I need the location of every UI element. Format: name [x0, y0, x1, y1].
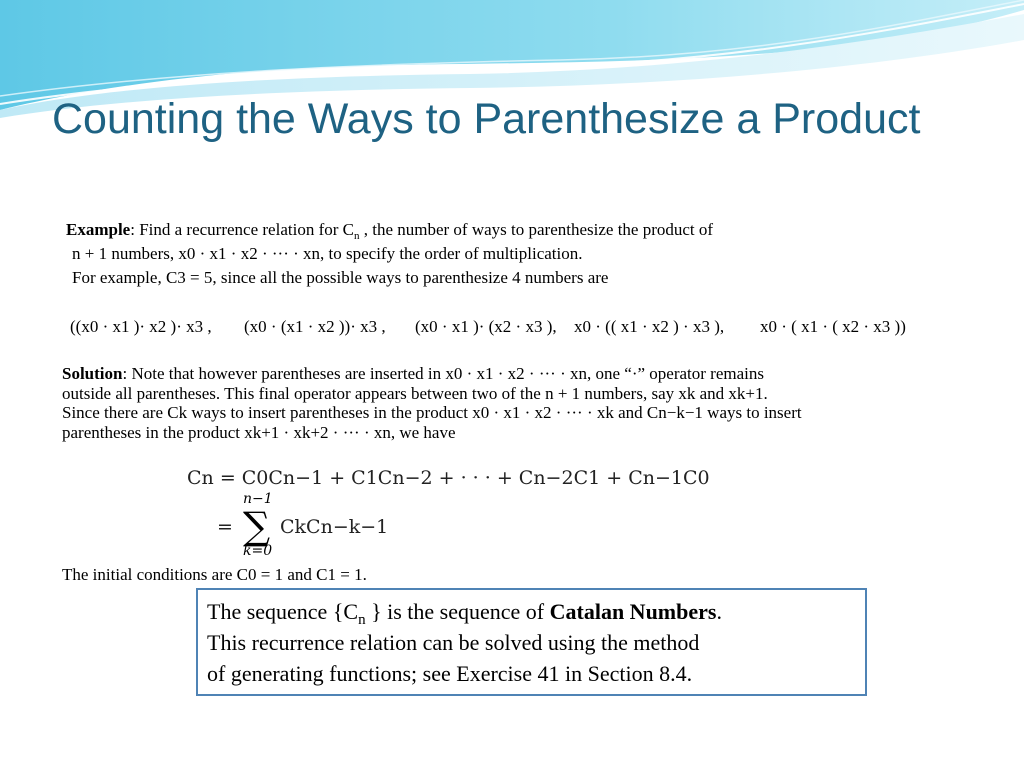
sigma-upper-limit: n−1 — [243, 491, 273, 507]
callout-line-1 — [207, 596, 857, 627]
example-sub: n — [353, 230, 360, 242]
solution-text-1: : Note that however parentheses are inserted in x0 · x1 · x2 · ··· · xn, one “·” operator remains — [122, 364, 764, 383]
formula-line-1: Cn = C0Cn−1 + C1Cn−2 + · · · + Cn−2C1 + Cn−1C0 — [187, 467, 710, 489]
solution-label: Solution — [62, 364, 123, 383]
grouping-2: (x0 · (x1 · x2 ))· x3 , — [244, 317, 386, 336]
example-label: Example — [66, 220, 131, 239]
callout-line-3: of generating functions; see Exercise 41 in Section 8.4. — [207, 661, 693, 686]
solution-line-3: Since there are Ck ways to insert parentheses in the product x0 · x1 · x2 · ··· · xk and Cn−k−1 ways to insert — [62, 403, 802, 422]
grouping-4: x0 · (( x1 · x2 ) · x3 ), — [574, 317, 725, 336]
grouping-1: ((x0 · x1 )· x2 )· x3 , — [70, 317, 212, 336]
solution-line-2: outside all parentheses. This final operator appears between two of the n + 1 numbers, say xk and xk+1. — [62, 384, 768, 403]
example-text-1b: , the number of ways to parenthesize the product of — [359, 220, 714, 239]
callout-text-post: . — [716, 599, 722, 624]
example-line-2: n + 1 numbers, x0 · x1 · x2 · ··· · xn, to specify the order of multiplication. — [72, 244, 583, 263]
catalan-numbers-term: Catalan Numbers — [549, 599, 717, 624]
slide-title: Counting the Ways to Parenthesize a Product — [52, 95, 921, 143]
callout-text-pre: The sequence {C — [207, 599, 359, 624]
example-line-1 — [66, 220, 713, 240]
solution-line-4: parentheses in the product xk+1 · xk+2 · ··· · xn, we have — [62, 423, 456, 442]
initial-conditions: The initial conditions are C0 = 1 and C1 = 1. — [62, 565, 367, 584]
example-text-1: : Find a recurrence relation for C — [130, 220, 354, 239]
callout-sub: n — [358, 612, 366, 628]
example-line-3: For example, C3 = 5, since all the possible ways to parenthesize 4 numbers are — [72, 268, 609, 287]
formula-summand: CkCn−k−1 — [280, 516, 389, 538]
solution-line-1 — [62, 364, 764, 384]
callout-text-mid: } is the sequence of — [365, 599, 550, 624]
formula-equals: = — [217, 516, 233, 538]
grouping-3: (x0 · x1 )· (x2 · x3 ), — [415, 317, 557, 336]
sigma-icon: ∑ — [243, 504, 271, 548]
callout-line-2: This recurrence relation can be solved using the method — [207, 630, 700, 655]
sigma-lower-limit: k=0 — [243, 543, 273, 559]
grouping-5: x0 · ( x1 · ( x2 · x3 )) — [760, 317, 906, 336]
catalan-callout-box — [196, 588, 867, 696]
